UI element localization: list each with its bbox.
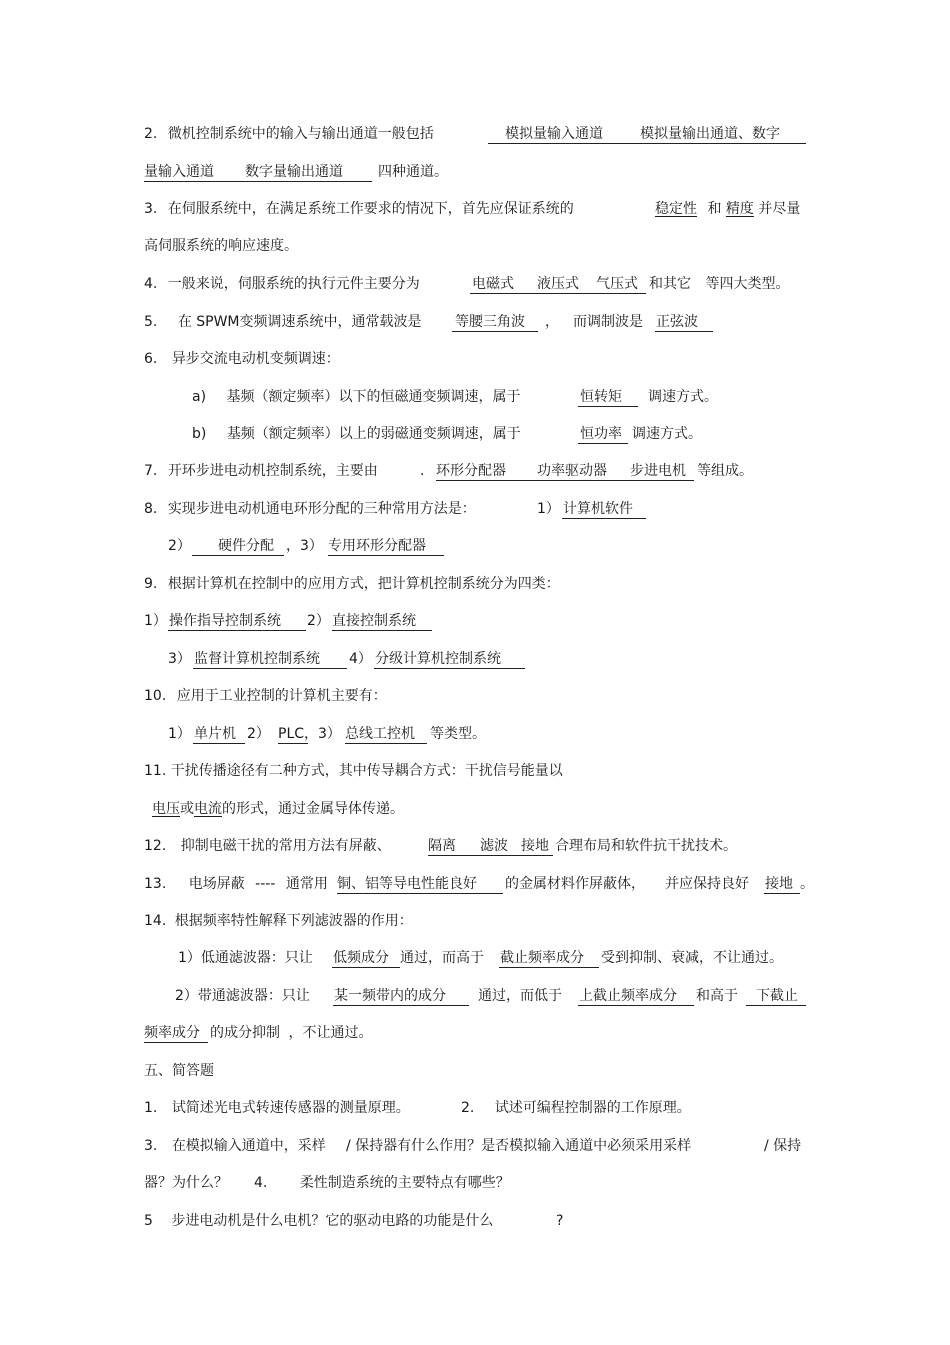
section5-q5-number: 5 <box>144 1213 153 1229</box>
q9-answer-2-wrap <box>332 611 432 631</box>
q6-a-answer: 恒转矩 <box>580 389 622 405</box>
q14-lowpass-label: 1）低通滤波器：只让 <box>178 950 313 966</box>
q4-answers <box>470 274 646 294</box>
q11-text: 干扰传播途径有二种方式，其中传导耦合方式：干扰信号能量以 <box>170 763 563 779</box>
q13-answer-1: 铜、铝等导电性能良好 <box>337 876 477 892</box>
q4-answer-2: 液压式 <box>537 276 579 292</box>
q7-answer-2: 功率驱动器 <box>537 463 607 479</box>
section5-q5-text: 步进电动机是什么电机？它的驱动电路的功能是什么 <box>171 1213 494 1229</box>
q9-label-1: 1） <box>144 613 167 629</box>
q10-tail: 等类型。 <box>430 726 486 742</box>
q9-label-3: 3） <box>168 651 191 667</box>
q7-text: 开环步进电动机控制系统，主要由 <box>167 463 378 479</box>
q14-lowpass-answer-1: 低频成分 <box>333 950 389 966</box>
q2-answer-2: 模拟量输出通道、数字 <box>640 126 780 142</box>
section5-q3-text-d: 器？为什么？ <box>144 1175 228 1191</box>
q10-line <box>144 686 387 706</box>
q14-lowpass-answer-2-wrap <box>499 948 599 968</box>
q5-number: 5. <box>144 314 158 330</box>
q13-dash: ---- <box>255 876 276 892</box>
section5-q4-text: 柔性制造系统的主要特点有哪些？ <box>299 1175 510 1191</box>
q11-mid: 或 <box>180 801 194 817</box>
section5-q3-text-b: / 保持器有什么作用？是否模拟输入通道中必须采用采样 <box>346 1138 692 1154</box>
q3-answer-2: 精度 <box>725 201 754 217</box>
q9-answer-3-wrap <box>193 649 347 669</box>
q14-bandpass-answer-3-wrap <box>746 986 806 1006</box>
q6-text: 异步交流电动机变频调速： <box>171 351 340 367</box>
section5-q5 <box>144 1211 493 1231</box>
section5-q4-number: 4. <box>254 1175 268 1191</box>
q6-b-label: b) <box>192 426 207 442</box>
q13-number: 13. <box>144 876 167 892</box>
q14-lowpass-answer-2: 截止频率成分 <box>500 950 584 966</box>
q14-bandpass-mid2: 和高于 <box>696 988 738 1004</box>
q4-tail-text: 等四大类型。 <box>705 276 790 292</box>
section5-q3-number: 3. <box>144 1138 158 1154</box>
q6-b-text: 基频（额定频率）以上的弱磁通变频调速，属于 <box>226 426 521 442</box>
section5-q3-text-a: 在模拟输入通道中，采样 <box>171 1138 326 1154</box>
q8-answer-2-wrap <box>192 536 284 556</box>
q13-answer-2-wrap <box>764 874 800 894</box>
q5-answer-2-wrap <box>655 312 713 332</box>
q8-label-1: 1） <box>537 501 560 517</box>
q4-answer-3: 气压式 <box>596 276 638 292</box>
q6-b-tail: 调速方式。 <box>632 426 702 442</box>
section5-q4 <box>254 1173 510 1193</box>
q14-bandpass-tail <box>210 1023 372 1043</box>
q10-answer-2: PLC <box>278 726 305 742</box>
q8-answer-1-wrap <box>562 499 646 519</box>
q9-answer-2: 直接控制系统 <box>332 613 416 629</box>
q6-a-answer-wrap <box>578 387 638 407</box>
q12-tail: 合理布局和软件抗干扰技术。 <box>555 838 737 854</box>
q4-number: 4. <box>144 276 158 292</box>
q14-bandpass-answer-3: 下截止 <box>756 988 798 1004</box>
q7-answers <box>436 461 694 481</box>
section5-q5-mark: ? <box>556 1213 564 1229</box>
q10-label-1: 1） <box>168 726 191 742</box>
q3-mid: 和 <box>707 201 722 217</box>
q3-answer-1: 稳定性 <box>655 201 697 217</box>
q9-text: 根据计算机在控制中的应用方式，把计算机控制系统分为四类： <box>167 576 560 592</box>
q8-answer-1: 计算机软件 <box>563 501 633 517</box>
q12-answer-2: 滤波 <box>480 838 508 854</box>
q10-answer-1: 单片机 <box>194 726 236 742</box>
q7-answer-3: 步进电机 <box>630 463 686 479</box>
q7-line <box>144 461 378 481</box>
q13-answer-2: 接地 <box>765 876 793 892</box>
q9-answer-4: 分级计算机控制系统 <box>375 651 501 667</box>
q6-b-line <box>192 424 521 444</box>
q9-number: 9. <box>144 576 158 592</box>
q10-answer-1-wrap <box>193 724 245 744</box>
q8-line <box>144 499 476 519</box>
q14-bandpass-mid: 通过，而低于 <box>478 988 562 1004</box>
q4-tail <box>649 274 789 294</box>
q11-line2 <box>144 799 404 819</box>
q7-number: 7. <box>144 463 158 479</box>
q14-bandpass-tail-1: 的成分抑制 <box>210 1025 280 1041</box>
q11-number: 11. <box>144 763 167 779</box>
q14-number: 14. <box>144 913 167 929</box>
q12-number: 12. <box>144 838 167 854</box>
q10-answer-3: 总线工控机 <box>345 726 415 742</box>
q6-a-text: 基频（额定频率）以下的恒磁通变频调速，属于 <box>226 389 521 405</box>
q5-answer-1: 等腰三角波 <box>455 314 525 330</box>
q2-answer-4: 数字量输出通道 <box>245 164 343 180</box>
q2-answer-line1 <box>488 124 806 144</box>
q5-text2: 变频调速系统中，通常载波是 <box>239 314 422 330</box>
q2-number: 2. <box>144 126 158 142</box>
q8-answer-2: 硬件分配 <box>218 538 274 554</box>
q5-mid: 而调制波是 <box>573 314 643 330</box>
q2-text: 微机控制系统中的输入与输出通道一般包括 <box>167 126 434 142</box>
q13-mid2: 并应保持良好 <box>665 876 749 892</box>
q6-a-line <box>192 387 521 407</box>
q8-text: 实现步进电动机通电环形分配的三种常用方法是： <box>167 501 476 517</box>
section5-q1-number: 1. <box>144 1100 158 1116</box>
q11-answer-1: 电压 <box>152 801 180 817</box>
q13-tail: 。 <box>800 876 814 892</box>
q6-b-answer-wrap <box>578 424 628 444</box>
q6-a-tail: 调速方式。 <box>648 389 718 405</box>
q14-lowpass-tail: 受到抑制、衰减，不让通过。 <box>601 950 783 966</box>
q4-mid: 和其它 <box>649 276 691 292</box>
q11-answer-2: 电流 <box>194 801 222 817</box>
q12-answers <box>428 836 553 856</box>
q4-line <box>144 274 420 294</box>
q8-answer-3-wrap <box>328 536 444 556</box>
q14-line <box>144 911 413 931</box>
q3-answers <box>655 199 800 219</box>
q5-line <box>144 312 422 332</box>
q14-bandpass-answer-2-wrap <box>578 986 694 1006</box>
q13-text2: 通常用 <box>285 876 328 892</box>
q7-answer-1: 环形分配器 <box>436 463 506 479</box>
q8-answer-3: 专用环形分配器 <box>328 538 426 554</box>
section5-q2 <box>461 1098 691 1118</box>
q8-number: 8. <box>144 501 158 517</box>
q10-label-2: 2） <box>247 726 270 742</box>
q9-answer-1-wrap <box>168 611 306 631</box>
q14-text: 根据频率特性解释下列滤波器的作用： <box>174 913 413 929</box>
q2-answer-1: 模拟量输入通道 <box>505 126 603 142</box>
q8-label-3: ，3） <box>286 538 323 554</box>
section5-q3 <box>144 1136 326 1156</box>
q13-answer-1-wrap <box>337 874 503 894</box>
q3-text: 在伺服系统中，在满足系统工作要求的情况下，首先应保证系统的 <box>167 201 574 217</box>
q12-answer-1: 隔离 <box>428 838 456 854</box>
q13-mid: 的金属材料作屏蔽体， <box>505 876 645 892</box>
q3-number: 3. <box>144 201 158 217</box>
q3-tail1: 并尽量 <box>758 201 801 217</box>
q14-bandpass-answer-4: 频率成分 <box>144 1025 200 1041</box>
q12-text: 抑制电磁干扰的常用方法有屏蔽、 <box>180 838 391 854</box>
q12-answer-3: 接地 <box>521 838 549 854</box>
q9-answer-1: 操作指导控制系统 <box>169 613 281 629</box>
q14-lowpass-mid: 通过，而高于 <box>400 950 484 966</box>
section5-q1-text: 试简述光电式转速传感器的测量原理。 <box>171 1100 410 1116</box>
q9-label-2: 2） <box>307 613 330 629</box>
q10-label-3: ，3） <box>304 726 341 742</box>
q9-line <box>144 574 560 594</box>
q13-text1: 电场屏蔽 <box>188 876 245 892</box>
section5-q2-text: 试述可编程控制器的工作原理。 <box>494 1100 691 1116</box>
q3-line1 <box>144 199 574 219</box>
q9-answer-4-wrap <box>374 649 525 669</box>
q3-tail2: 高伺服系统的响应速度。 <box>144 238 298 254</box>
q5-answer-1-wrap <box>452 312 538 332</box>
q14-bandpass-answer-4-wrap <box>144 1023 208 1043</box>
q10-answer-3-wrap <box>345 724 427 744</box>
q5-comma: ， <box>545 314 559 330</box>
section5-q2-number: 2. <box>461 1100 475 1116</box>
q7-tail: 等组成。 <box>697 463 753 479</box>
q6-line <box>144 349 340 369</box>
q14-bandpass-answer-2: 上截止频率成分 <box>579 988 677 1004</box>
q6-number: 6. <box>144 351 158 367</box>
q11-line1 <box>144 761 563 781</box>
q9-label-4: 4） <box>349 651 372 667</box>
section5-q1 <box>144 1098 410 1118</box>
q5-text1: 在 SPWM <box>177 314 240 330</box>
q14-lowpass-answer-1-wrap <box>332 948 400 968</box>
q14-bandpass-answer-1-wrap <box>333 986 469 1006</box>
q14-bandpass-answer-1: 某一频带内的成分 <box>334 988 446 1004</box>
q5-answer-2: 正弦波 <box>656 314 698 330</box>
q9-answer-3: 监督计算机控制系统 <box>194 651 320 667</box>
section5-title: 五、简答题 <box>144 1063 214 1079</box>
q10-number: 10. <box>144 688 167 704</box>
q4-answer-1: 电磁式 <box>472 276 514 292</box>
q10-text: 应用于工业控制的计算机主要有： <box>176 688 387 704</box>
q2-line1 <box>144 124 434 144</box>
q2-answer-3: 量输入通道 <box>144 164 214 180</box>
q4-text: 一般来说，伺服系统的执行元件主要分为 <box>167 276 420 292</box>
q14-bandpass-tail-2: ，不让通过。 <box>288 1025 373 1041</box>
q12-line <box>144 836 391 856</box>
q2-answer-line2 <box>144 162 372 182</box>
q14-bandpass-label: 2）带通滤波器：只让 <box>175 988 310 1004</box>
q8-label-2: 2） <box>168 538 191 554</box>
q7-dot: . <box>420 463 425 479</box>
q2-tail: 四种通道。 <box>378 164 448 180</box>
q6-a-label: a) <box>192 389 207 405</box>
q11-tail: 的形式，通过金属导体传递。 <box>222 801 404 817</box>
q13-line <box>144 874 328 894</box>
section5-q3-text-c: / 保持 <box>764 1138 802 1154</box>
q6-b-answer: 恒功率 <box>580 426 622 442</box>
